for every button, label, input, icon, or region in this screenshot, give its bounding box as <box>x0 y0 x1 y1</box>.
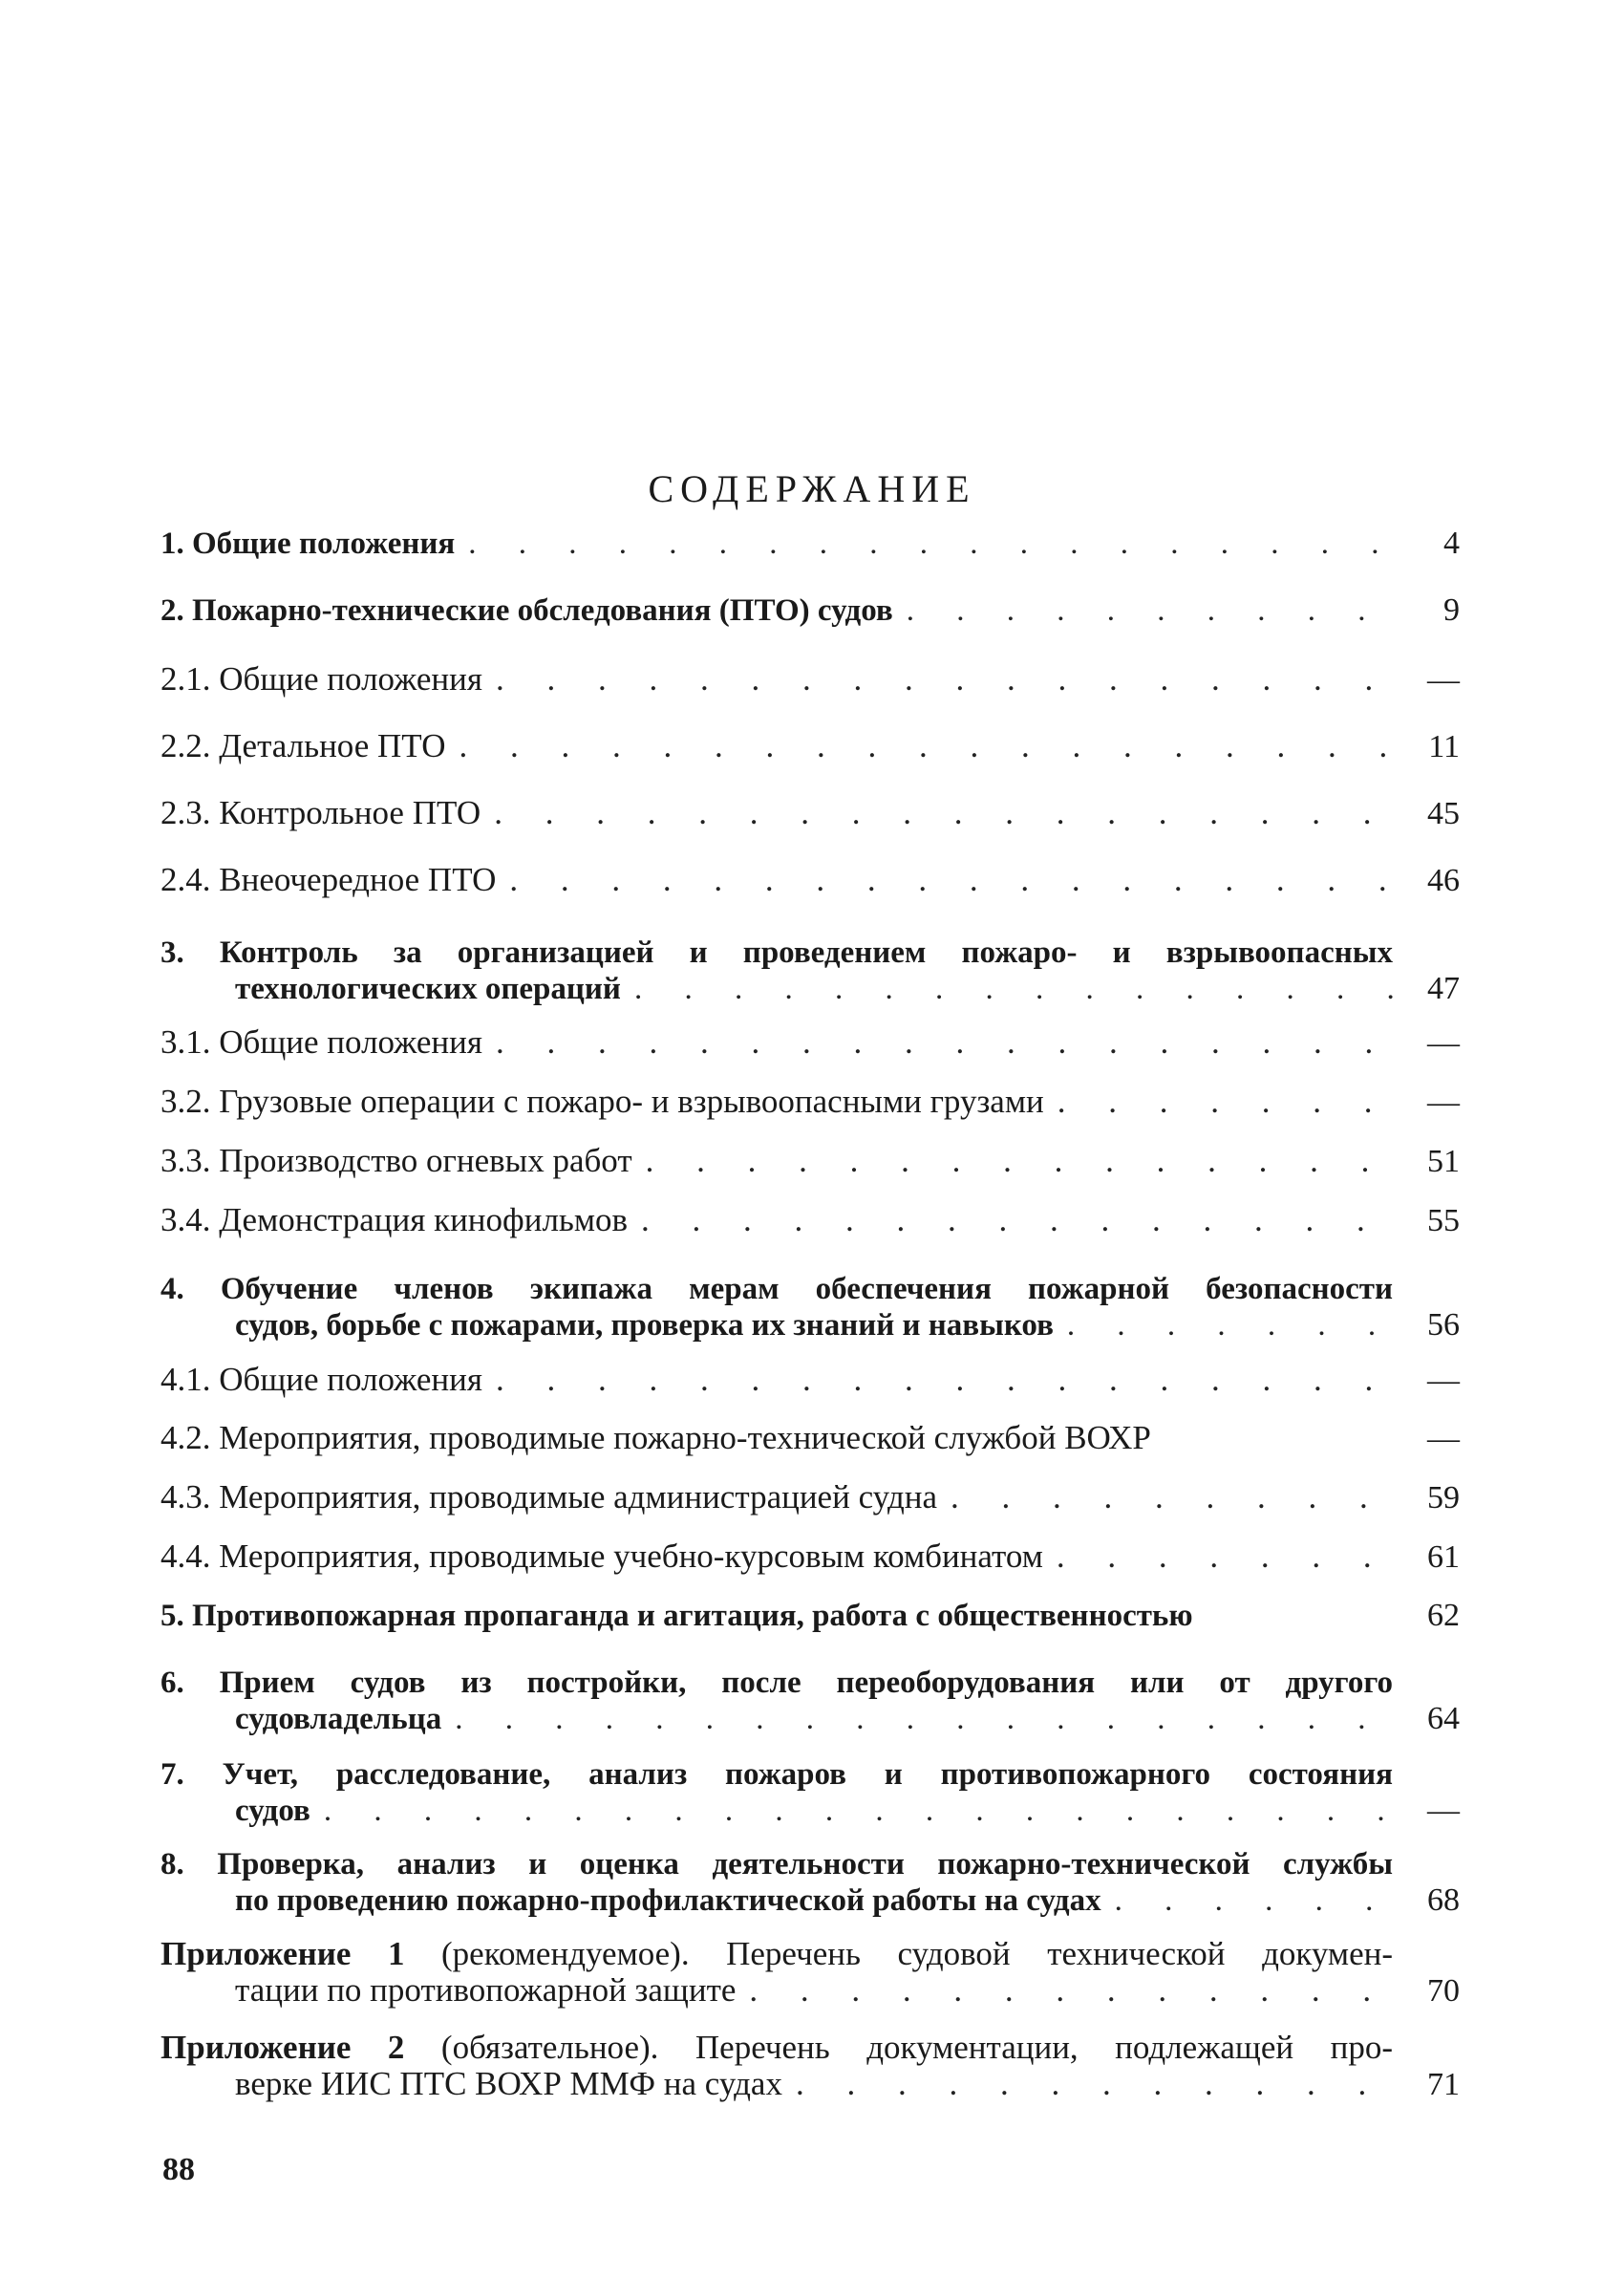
toc-entry-text: 4.1. Общие положения <box>160 1361 482 1398</box>
toc-page-number: — <box>1427 1085 1460 1120</box>
toc-page-number: 71 <box>1427 2067 1460 2102</box>
dot-leader <box>796 2066 1400 2102</box>
dot-leader <box>1058 1084 1400 1120</box>
toc-entry-text: 3.2. Грузовые операции с пожаро- и взрывоопасными грузами <box>160 1083 1044 1120</box>
toc-entry-text: Приложение 2 (обязательное). Перечень документации, подлежащей про- <box>160 2029 1393 2066</box>
toc-entry-text: 3. Контроль за организацией и проведением пожаро- и взрывоопасных <box>160 935 1393 970</box>
dot-leader <box>1115 1882 1400 1919</box>
toc-entry <box>160 862 1460 898</box>
toc-page-number: — <box>1427 1025 1460 1061</box>
toc-entry-text: 3.4. Демонстрация кинофильмов <box>160 1201 629 1238</box>
toc-entry-text: 2.4. Внеочередное ПТО <box>160 861 497 898</box>
toc-entry-text: 4.4. Мероприятия, проводимые учебно-курсовым комбинатом <box>160 1537 1043 1575</box>
dot-leader <box>951 1479 1400 1516</box>
toc-entry <box>160 728 1460 764</box>
toc-entry <box>160 1271 1460 1344</box>
toc-entry <box>160 1479 1460 1516</box>
toc-entry <box>160 1598 1460 1634</box>
toc-entry <box>160 1143 1460 1179</box>
dot-leader <box>641 1202 1400 1238</box>
toc-entry-text: судовладельца <box>235 1702 442 1736</box>
toc-page-number: — <box>1427 662 1460 698</box>
toc-entry <box>160 1846 1460 1919</box>
toc-entry-text: 4.3. Мероприятия, проводимые администрацией судна <box>160 1478 938 1516</box>
toc-page-number: — <box>1427 1793 1460 1828</box>
toc-entry-text: 8. Проверка, анализ и оценка деятельности пожарно-технической службы <box>160 1847 1393 1881</box>
toc-page-number: 47 <box>1427 971 1460 1006</box>
toc-entry-text: 2. Пожарно-технические обследования (ПТО) судов <box>160 593 893 628</box>
toc-entry <box>160 1756 1460 1829</box>
toc-entry-text: 3.1. Общие положения <box>160 1023 482 1061</box>
toc-entry <box>160 1420 1460 1456</box>
toc-page-number: 4 <box>1443 526 1460 561</box>
dot-leader <box>907 592 1400 629</box>
toc-page-number: 62 <box>1427 1598 1460 1633</box>
toc-entry <box>160 1665 1460 1737</box>
toc-entry <box>160 1362 1460 1398</box>
dot-leader <box>1067 1307 1400 1344</box>
toc-page-number: 46 <box>1427 863 1460 898</box>
toc-entry <box>160 592 1460 629</box>
toc-entry <box>160 795 1460 831</box>
toc-entry <box>160 1084 1460 1120</box>
dot-leader <box>634 971 1400 1007</box>
dot-leader <box>494 795 1400 831</box>
toc-page-number: — <box>1427 1363 1460 1398</box>
toc-entry <box>160 526 1460 562</box>
toc-entry-text: 1. Общие положения <box>160 527 456 561</box>
page-number: 88 <box>162 2152 195 2187</box>
toc-entry <box>160 1024 1460 1061</box>
toc-page-number: 68 <box>1427 1882 1460 1918</box>
toc-entry <box>160 1202 1460 1238</box>
dot-leader <box>509 862 1400 898</box>
toc-page-number: 11 <box>1428 729 1460 764</box>
dot-leader <box>496 1024 1400 1061</box>
dot-leader <box>496 661 1400 698</box>
toc-page-number: 70 <box>1427 1973 1460 2009</box>
toc-page-number: 9 <box>1443 592 1460 628</box>
toc-entry <box>160 1936 1460 2009</box>
toc-page-number: 51 <box>1427 1144 1460 1179</box>
toc-page-number: — <box>1427 1421 1460 1456</box>
toc-page-number: 45 <box>1427 796 1460 831</box>
toc-entry-text: 4.2. Мероприятия, проводимые пожарно-технической службой ВОХР <box>160 1419 1151 1456</box>
toc-page-number: 61 <box>1427 1539 1460 1575</box>
appendix-label: Приложение 2 <box>160 2029 405 2066</box>
dot-leader <box>1057 1538 1400 1575</box>
toc-entry-text: 7. Учет, расследование, анализ пожаров и противопожарного состояния <box>160 1757 1393 1792</box>
toc-entry-text: 4. Обучение членов экипажа мерам обеспечения пожарной безопасности <box>160 1272 1393 1306</box>
dot-leader <box>459 728 1401 764</box>
toc-entry-text: технологических операций <box>235 972 621 1006</box>
toc-entry-text: 2.3. Контрольное ПТО <box>160 794 481 831</box>
toc-entry-text: 3.3. Производство огневых работ <box>160 1142 632 1179</box>
toc-page-number: 55 <box>1427 1203 1460 1238</box>
toc-entry <box>160 2030 1460 2102</box>
toc-entry-text: Приложение 1 (рекомендуемое). Перечень судовой технической докумен- <box>160 1935 1393 1972</box>
toc-page-number: 56 <box>1427 1307 1460 1343</box>
page-title: СОДЕРЖАНИЕ <box>648 467 976 510</box>
toc-entry <box>160 661 1460 698</box>
toc-entry-text: по проведению пожарно-профилактической работы на судах <box>235 1883 1101 1918</box>
dot-leader <box>468 526 1400 562</box>
toc-entry-text: тации по противопожарной защите <box>235 1971 737 2009</box>
toc-entry-text: 6. Прием судов из постройки, после переоборудования или от другого <box>160 1666 1393 1700</box>
dot-leader <box>646 1143 1400 1179</box>
dot-leader <box>496 1362 1400 1398</box>
toc-page-number: 59 <box>1427 1480 1460 1516</box>
toc-entry-text: 2.1. Общие положения <box>160 660 482 698</box>
toc-entry-text: 2.2. Детальное ПТО <box>160 727 446 764</box>
toc-entry <box>160 1538 1460 1575</box>
toc-page-number: 64 <box>1427 1701 1460 1736</box>
dot-leader <box>455 1701 1400 1737</box>
toc-entry-text: судов <box>235 1794 310 1828</box>
toc-entry-text: 5. Противопожарная пропаганда и агитация, работа с общественностью <box>160 1599 1193 1633</box>
toc-entry-text: верке ИИС ПТС ВОХР ММФ на судах <box>235 2065 782 2102</box>
dot-leader <box>324 1793 1400 1829</box>
dot-leader <box>749 1972 1400 2009</box>
appendix-label: Приложение 1 <box>160 1935 405 1972</box>
toc-entry-text: судов, борьбе с пожарами, проверка их знаний и навыков <box>235 1308 1054 1343</box>
toc-entry <box>160 935 1460 1007</box>
